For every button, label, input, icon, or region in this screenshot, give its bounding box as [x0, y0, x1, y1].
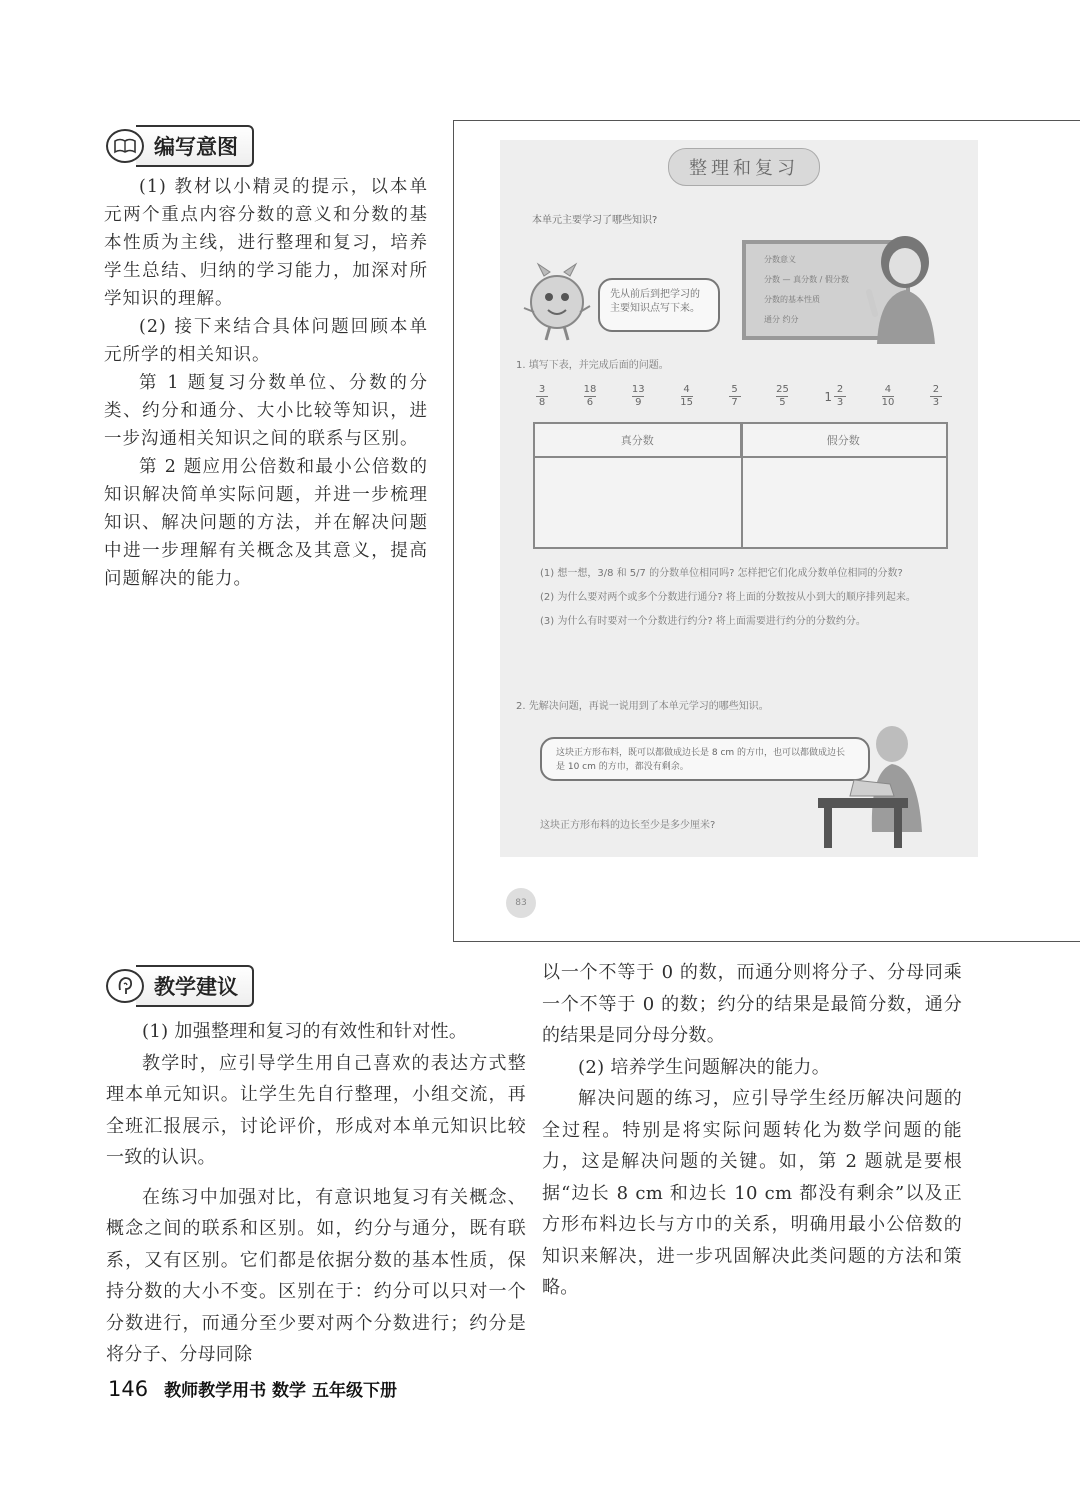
board-line: 通分 约分 — [764, 315, 799, 324]
fraction: $\frac{25}{5}$ — [776, 384, 789, 408]
sprite-speech-bubble: 先从前后到把学习的主要知识点写下来。 — [598, 278, 720, 332]
sub-questions — [540, 566, 960, 630]
paragraph: (1) 加强整理和复习的有效性和针对性。 — [142, 1021, 468, 1042]
fraction: $\frac{13}{9}$ — [631, 384, 645, 408]
question-1: 1. 填写下表，并完成后面的问题。 — [516, 360, 669, 371]
teaching-suggestions-heading — [106, 966, 254, 1006]
section-title: 编写意图 — [136, 125, 254, 167]
page-number: 146 — [108, 1377, 149, 1401]
paragraph: 在练习中加强对比，有意识地复习有关概念、概念之间的联系和区别。如，约分与通分，既有联系，又有区别。它们都是依据分数的基本性质，保持分数的大小不变。区别在于：约分可以只对一个分数进行，而通分至少要对两个分数进行；约分是将分子、分母同除 — [106, 1186, 526, 1365]
board-line: 分数 — 真分数 / 假分数 — [764, 275, 849, 284]
textbook-page-number: 83 — [506, 888, 536, 918]
section-title: 教学建议 — [136, 965, 254, 1007]
paragraph: (2) 接下来结合具体问题回顾本单元所学的相关知识。 — [104, 317, 428, 365]
ear-icon — [106, 969, 144, 1003]
suggestions-left-column — [106, 1016, 526, 1371]
teacher-illustration — [865, 232, 945, 348]
paragraph: 以一个不等于 0 的数，而通分则将分子、分母同乘一个不等于 0 的数；约分的结果是最简分数，通分的结果是同分母分数。 — [542, 962, 962, 1046]
paragraph: (1) 教材以小精灵的提示，以本单元两个重点内容分数的意义和分数的基本性质为主线，进行整理和复习，培养学生总结、归纳的学习能力，加深对所学知识的理解。 — [104, 177, 428, 309]
fraction: $\frac{4}{10}$ — [881, 384, 895, 408]
question-2: 2. 先解决问题，再说一说用到了本单元学习的哪些知识。 — [516, 701, 769, 712]
paragraph: 第 2 题应用公倍数和最小公倍数的知识解决简单实际问题，并进一步梳理知识、解决问题的方法，并在解决问题中进一步理解有关概念及其意义，提高问题解决的能力。 — [104, 457, 428, 589]
writing-intent-text — [104, 173, 428, 593]
paragraph: 第 1 题复习分数单位、分数的分类、约分和通分、大小比较等知识，进一步沟通相关知识之间的联系与区别。 — [104, 373, 428, 449]
board-line: 分数的基本性质 — [764, 295, 820, 304]
textbook-banner: 整理和复习 — [668, 148, 820, 186]
textbook-intro: 本单元主要学习了哪些知识? — [532, 215, 658, 226]
suggestions-right-column — [542, 957, 962, 1304]
mixed-fraction: 1 $\frac{2}{3}$ — [824, 384, 846, 409]
writing-intent-heading — [106, 126, 254, 166]
question-2-prompt: 这块正方形布料的边长至少是多少厘米? — [540, 820, 716, 831]
sub-question: (1) 想一想，3/8 和 5/7 的分数单位相同吗? 怎样把它们化成分数单位相同的分数? — [540, 568, 903, 579]
fraction: $\frac{3}{8}$ — [536, 384, 548, 409]
table-divider — [741, 424, 743, 547]
paragraph: 教学时，应引导学生用自己喜欢的表达方式整理本单元知识。让学生先自行整理，小组交流，再全班汇报展示，讨论评价，形成对本单元知识比较一致的认识。 — [106, 1052, 526, 1168]
fractions-row — [536, 384, 942, 409]
grandma-speech-bubble: 这块正方形布料，既可以都做成边长是 8 cm 的方巾，也可以都做成边长是 10 cm 的方巾，都没有剩余。 — [540, 737, 870, 781]
sprite-character-illustration — [522, 262, 592, 346]
fraction: $\frac{18}{6}$ — [583, 384, 597, 408]
fraction-classification-table — [533, 422, 948, 549]
fraction: $\frac{5}{7}$ — [729, 384, 741, 409]
sub-question: (3) 为什么有时要对一个分数进行约分? 将上面需要进行约分的分数约分。 — [540, 616, 866, 627]
fraction: $\frac{4}{15}$ — [680, 384, 693, 408]
grandma-sewing-illustration — [814, 722, 944, 856]
board-line: 分数意义 — [764, 255, 796, 264]
book-title: 教师教学用书 数学 五年级下册 — [164, 1381, 397, 1401]
paragraph: 解决问题的练习，应引导学生经历解决问题的全过程。特别是将实际问题转化为数学问题的能力，这是解决问题的关键。如，第 2 题就是要根据“边长 8 cm 和边长 10 cm 都没有剩余”以及正方形布料边长与方巾的关系，明确用最小公倍数的知识来解决，进一步巩固解决此类问题的方法和策略。 — [542, 1088, 962, 1298]
page-footer — [108, 1376, 397, 1401]
fraction: $\frac{2}{3}$ — [930, 384, 942, 409]
open-book-icon — [106, 129, 144, 163]
table-header-proper: 真分数 — [535, 424, 741, 458]
paragraph: (2) 培养学生问题解决的能力。 — [578, 1056, 831, 1078]
table-header-improper: 假分数 — [741, 424, 947, 458]
sub-question: (2) 为什么要对两个或多个分数进行通分? 将上面的分数按从小到大的顺序排列起来。 — [540, 592, 916, 603]
